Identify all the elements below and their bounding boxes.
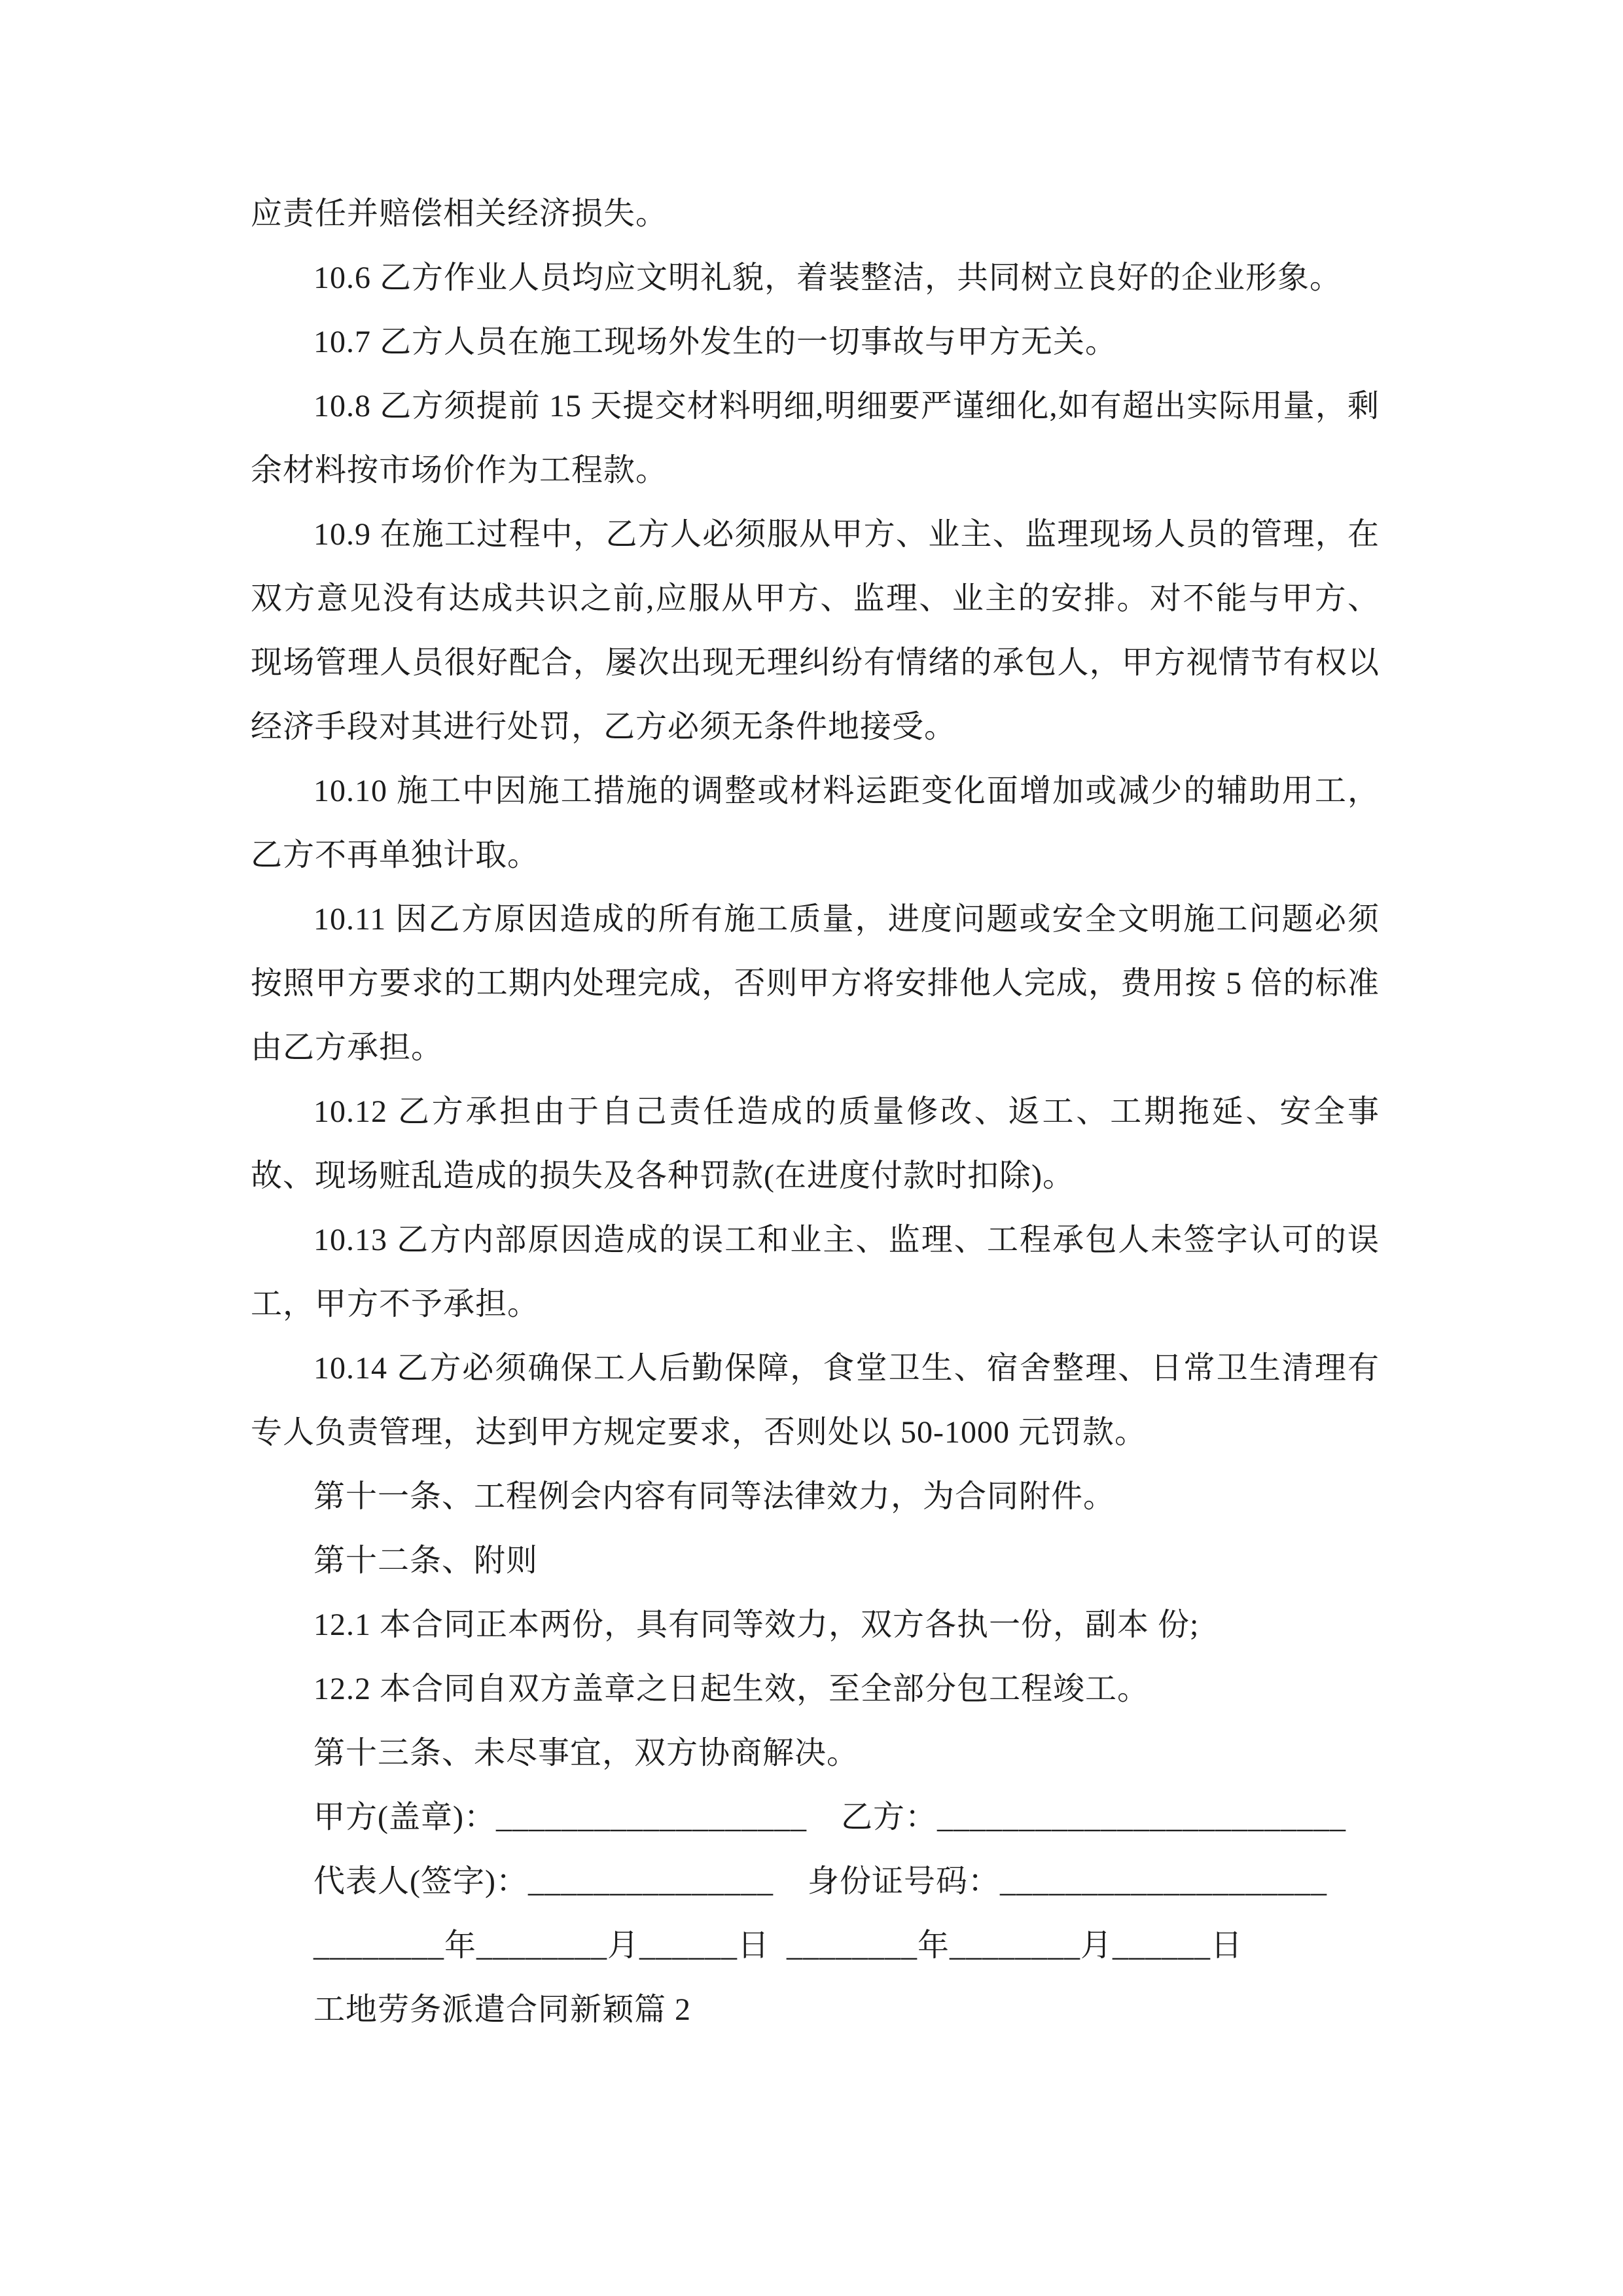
- signature-line: ________年________月______日 ________年________月______日: [313, 1928, 1243, 1963]
- paragraph: 10.13 乙方内部原因造成的误工和业主、监理、工程承包人未签字认可的误工，甲方不予承担。: [251, 1223, 1380, 1321]
- paragraph: 10.8 乙方须提前 15 天提交材料明细,明细要严谨细化,如有超出实际用量，剩余材料按市场价作为工程款。: [251, 389, 1380, 488]
- paragraph: 第十二条、附则: [313, 1543, 539, 1578]
- paragraph: 第十三条、未尽事宜，双方协商解决。: [313, 1736, 859, 1770]
- paragraph: 12.1 本合同正本两份，具有同等效力，双方各执一份，副本 份;: [313, 1607, 1200, 1642]
- signature-line: 代表人(签字)：_______________ 身份证号码：____________________: [313, 1864, 1327, 1899]
- paragraph: 10.7 乙方人员在施工现场外发生的一切事故与甲方无关。: [313, 325, 1118, 359]
- signature-line: 甲方(盖章)：___________________ 乙方：_________________________: [313, 1800, 1346, 1835]
- footer-line: 工地劳务派遣合同新颖篇 2: [313, 1992, 692, 2027]
- paragraph: 第十一条、工程例会内容有同等法律效力，为合同附件。: [313, 1479, 1116, 1514]
- paragraph: 10.6 乙方作业人员均应文明礼貌，着装整洁，共同树立良好的企业形象。: [313, 260, 1342, 295]
- paragraph: 10.10 施工中因施工措施的调整或材料运距变化面增加或减少的辅助用工，乙方不再单独计取。: [251, 774, 1380, 872]
- paragraph: 10.11 因乙方原因造成的所有施工质量，进度问题或安全文明施工问题必须按照甲方要求的工期内处理完成，否则甲方将安排他人完成，费用按 5 倍的标准由乙方承担。: [251, 902, 1380, 1065]
- paragraph: 应责任并赔偿相关经济损失。: [251, 196, 668, 231]
- paragraph: 10.12 乙方承担由于自己责任造成的质量修改、返工、工期拖延、安全事故、现场赃乱造成的损失及各种罚款(在进度付款时扣除)。: [251, 1094, 1380, 1193]
- document-body: [251, 182, 1380, 1785]
- paragraph: 10.9 在施工过程中，乙方人必须服从甲方、业主、监理现场人员的管理，在双方意见没有达成共识之前,应服从甲方、监理、业主的安排。对不能与甲方、现场管理人员很好配合，屡次出现无理纠纷有情绪的承包人，甲方视情节有权以经济手段对其进行处罚，乙方必须无条件地接受。: [251, 517, 1380, 744]
- signature-block: [251, 1785, 1380, 1978]
- paragraph: 12.2 本合同自双方盖章之日起生效，至全部分包工程竣工。: [313, 1672, 1150, 1706]
- paragraph: 10.14 乙方必须确保工人后勤保障，食堂卫生、宿舍整理、日常卫生清理有专人负责管理，达到甲方规定要求，否则处以 50-1000 元罚款。: [251, 1351, 1380, 1450]
